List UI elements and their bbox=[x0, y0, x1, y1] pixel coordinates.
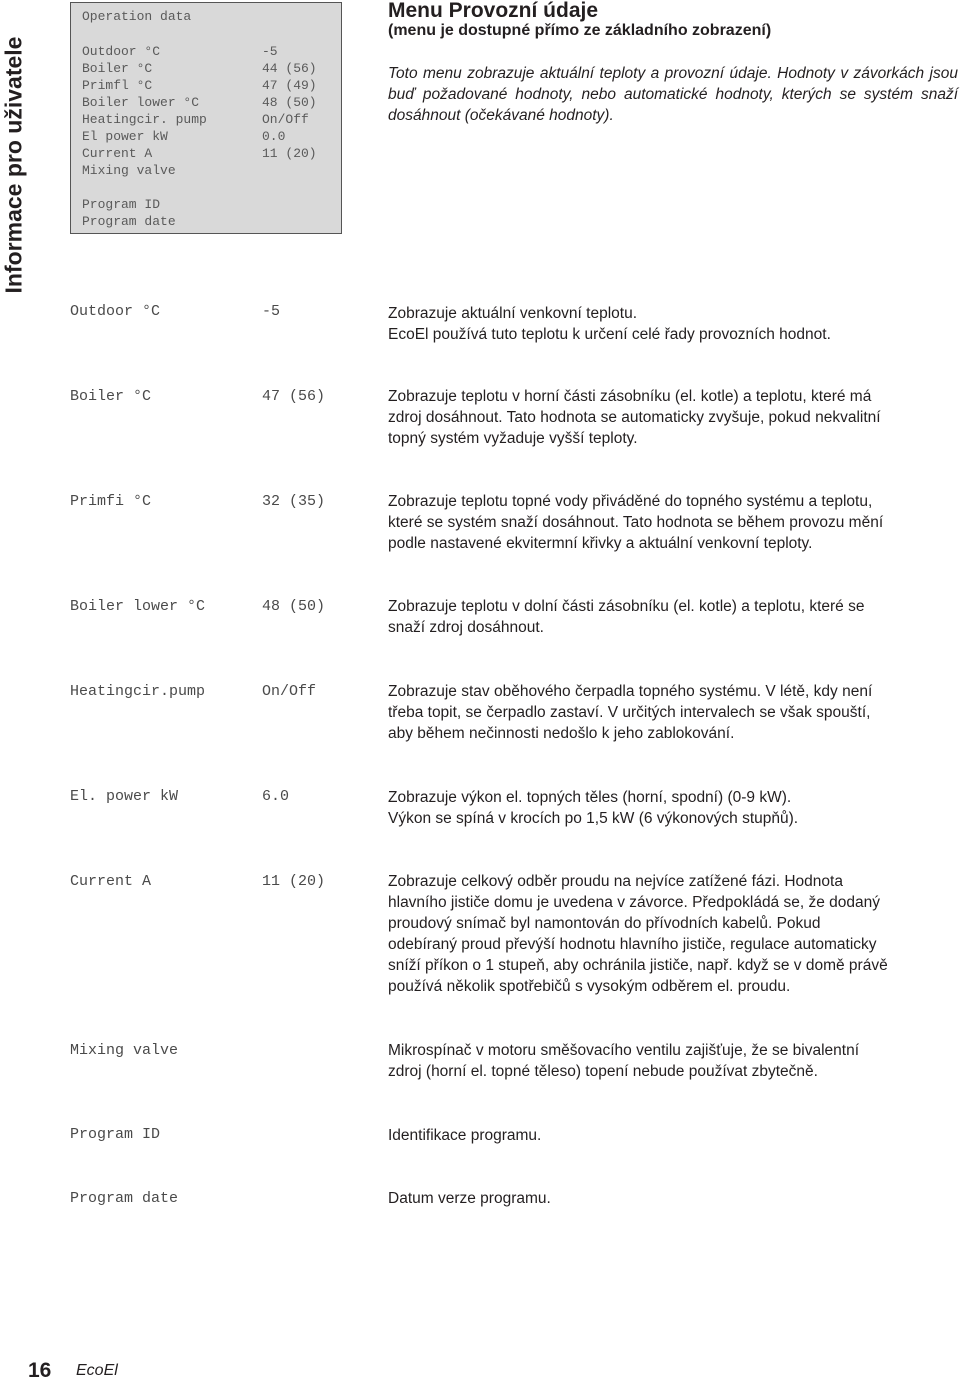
entry-label: Boiler °C bbox=[70, 388, 152, 405]
entry-description-line: Zobrazuje aktuální venkovní teplotu. bbox=[388, 305, 638, 322]
entry-description-line: Zobrazuje teplotu v horní části zásobníku (el. kotle) a teplotu, které má bbox=[388, 388, 872, 405]
entry-description bbox=[388, 681, 960, 744]
entry-value: 6.0 bbox=[262, 788, 290, 805]
entry-label: El. power kW bbox=[70, 788, 179, 805]
entry-description bbox=[388, 1125, 960, 1146]
entry-value: 32 (35) bbox=[262, 493, 326, 510]
entry-description-line: proudový snímač byl namontován do přívodních kabelů. Pokud bbox=[388, 915, 821, 932]
entry-description bbox=[388, 871, 960, 997]
display-row-label: Current A bbox=[82, 146, 153, 161]
entry-description bbox=[388, 1188, 960, 1209]
display-row-value: -5 bbox=[262, 44, 278, 59]
entry-value: 11 (20) bbox=[262, 873, 326, 890]
side-title-text: Informace pro uživatele bbox=[0, 36, 27, 294]
display-row bbox=[82, 145, 337, 162]
entry-description-line: odebíraný proud převýší hodnotu hlavního jističe, regulace automaticky bbox=[388, 936, 877, 953]
entry-label: Primfi °C bbox=[70, 493, 152, 510]
entry-value: 48 (50) bbox=[262, 598, 326, 615]
display-row-value: 0.0 bbox=[262, 129, 286, 144]
entry-description bbox=[388, 787, 960, 829]
side-section-title bbox=[0, 0, 28, 330]
display-row-value: 47 (49) bbox=[262, 78, 317, 93]
entry-label: Outdoor °C bbox=[70, 303, 161, 320]
display-row bbox=[82, 128, 337, 145]
entry-label: Mixing valve bbox=[70, 1042, 179, 1059]
entry-description-line: Zobrazuje celkový odběr proudu na nejvíce zatížené fázi. Hodnota bbox=[388, 873, 843, 890]
entry-description-line: které se systém snaží dosáhnout. Tato hodnota se během provozu mění bbox=[388, 514, 884, 531]
entry-value: On/Off bbox=[262, 683, 317, 700]
entry-description bbox=[388, 1040, 960, 1082]
display-row-label: Primfl °C bbox=[82, 78, 153, 93]
entry-description-line: Identifikace programu. bbox=[388, 1127, 542, 1144]
display-row-label: Program date bbox=[82, 214, 176, 229]
display-row bbox=[82, 43, 337, 60]
entry-description bbox=[388, 303, 960, 345]
entry-description-line: třeba topit, se čerpadlo zastaví. V určitých intervalech se však spouští, bbox=[388, 704, 871, 721]
display-row-label: Boiler °C bbox=[82, 61, 153, 76]
entry-description-line: Zobrazuje teplotu topné vody přiváděné do topného systému a teplotu, bbox=[388, 493, 873, 510]
entry-description-line: EcoEl používá tuto teplotu k určení celé řady provozních hodnot. bbox=[388, 326, 831, 343]
display-row-label: Outdoor °C bbox=[82, 44, 161, 59]
entry-description-line: snaží zdroj dosáhnout. bbox=[388, 619, 544, 636]
display-row-label: El power kW bbox=[82, 129, 168, 144]
menu-subtitle: (menu je dostupné přímo ze základního zobrazení) bbox=[388, 22, 772, 39]
display-row-label: Boiler lower °C bbox=[82, 95, 200, 110]
entry-label: Program ID bbox=[70, 1126, 161, 1143]
entry-description bbox=[388, 386, 960, 449]
display-row-value: On/Off bbox=[262, 112, 309, 127]
display-row bbox=[82, 94, 337, 111]
entry-description-line: Zobrazuje teplotu v dolní části zásobníku (el. kotle) a teplotu, které se bbox=[388, 598, 865, 615]
display-row-label: Mixing valve bbox=[82, 163, 176, 178]
entry-description-line: používá několik spotřebičů s vysokým odběrem el. proudu. bbox=[388, 978, 791, 995]
entry-description bbox=[388, 596, 960, 638]
entry-description-line: sníží příkon o 1 stupeň, aby ochránila jističe, např. když se v domě právě bbox=[388, 957, 888, 974]
footer-brand: EcoEl bbox=[76, 1362, 118, 1379]
entry-label: Heatingcir.pump bbox=[70, 683, 206, 700]
entry-description-line: Datum verze programu. bbox=[388, 1190, 551, 1207]
display-row bbox=[82, 213, 337, 230]
operation-data-display bbox=[70, 2, 342, 234]
entry-description-line: Výkon se spíná v krocích po 1,5 kW (6 výkonových stupňů). bbox=[388, 810, 799, 827]
display-row bbox=[82, 77, 337, 94]
entry-value: 47 (56) bbox=[262, 388, 326, 405]
entry-description-line: podle nastavené ekvitermní křivky a aktuální venkovní teploty. bbox=[388, 535, 813, 552]
entry-value: -5 bbox=[262, 303, 281, 320]
display-heading: Operation data bbox=[82, 9, 192, 24]
display-row-value: 11 (20) bbox=[262, 146, 317, 161]
entry-description-line: zdroj (horní el. topné těleso) topení nebude používat zbytečně. bbox=[388, 1063, 818, 1080]
display-row bbox=[82, 162, 337, 179]
entry-label: Current A bbox=[70, 873, 152, 890]
display-row-label: Heatingcir. pump bbox=[82, 112, 207, 127]
menu-title: Menu Provozní údaje bbox=[388, 0, 599, 22]
page-number: 16 bbox=[28, 1359, 52, 1382]
entry-description-line: aby během nečinnosti nedošlo k jeho zablokování. bbox=[388, 725, 735, 742]
entry-label: Program date bbox=[70, 1190, 179, 1207]
display-row-value: 44 (56) bbox=[262, 61, 317, 76]
entry-description-line: Mikrospínač v motoru směšovacího ventilu zajišťuje, že se bivalentní bbox=[388, 1042, 860, 1059]
entry-description-line: hlavního jističe domu je uvedena v závorce. Předpokládá se, že dodaný bbox=[388, 894, 880, 911]
entry-description-line: Zobrazuje stav oběhového čerpadla topného systému. V létě, kdy není bbox=[388, 683, 873, 700]
display-row bbox=[82, 111, 337, 128]
menu-intro: Toto menu zobrazuje aktuální teploty a provozní údaje. Hodnoty v závorkách jsou buď požadované hodnoty, nebo automatické hodnoty, kterých se systém snaží dosáhnout (očekávané hodnoty). bbox=[388, 65, 958, 124]
display-row bbox=[82, 60, 337, 77]
entry-description-line: zdroj dosáhnout. Tato hodnota se automaticky zvyšuje, pokud nekvalitní bbox=[388, 409, 881, 426]
entry-description bbox=[388, 491, 960, 554]
display-row bbox=[82, 196, 337, 213]
entry-description-line: Zobrazuje výkon el. topných těles (horní, spodní) (0-9 kW). bbox=[388, 789, 792, 806]
entry-label: Boiler lower °C bbox=[70, 598, 206, 615]
display-row-value: 48 (50) bbox=[262, 95, 317, 110]
display-row-label: Program ID bbox=[82, 197, 161, 212]
entry-description-line: topný systém vyžaduje vyšší teploty. bbox=[388, 430, 638, 447]
